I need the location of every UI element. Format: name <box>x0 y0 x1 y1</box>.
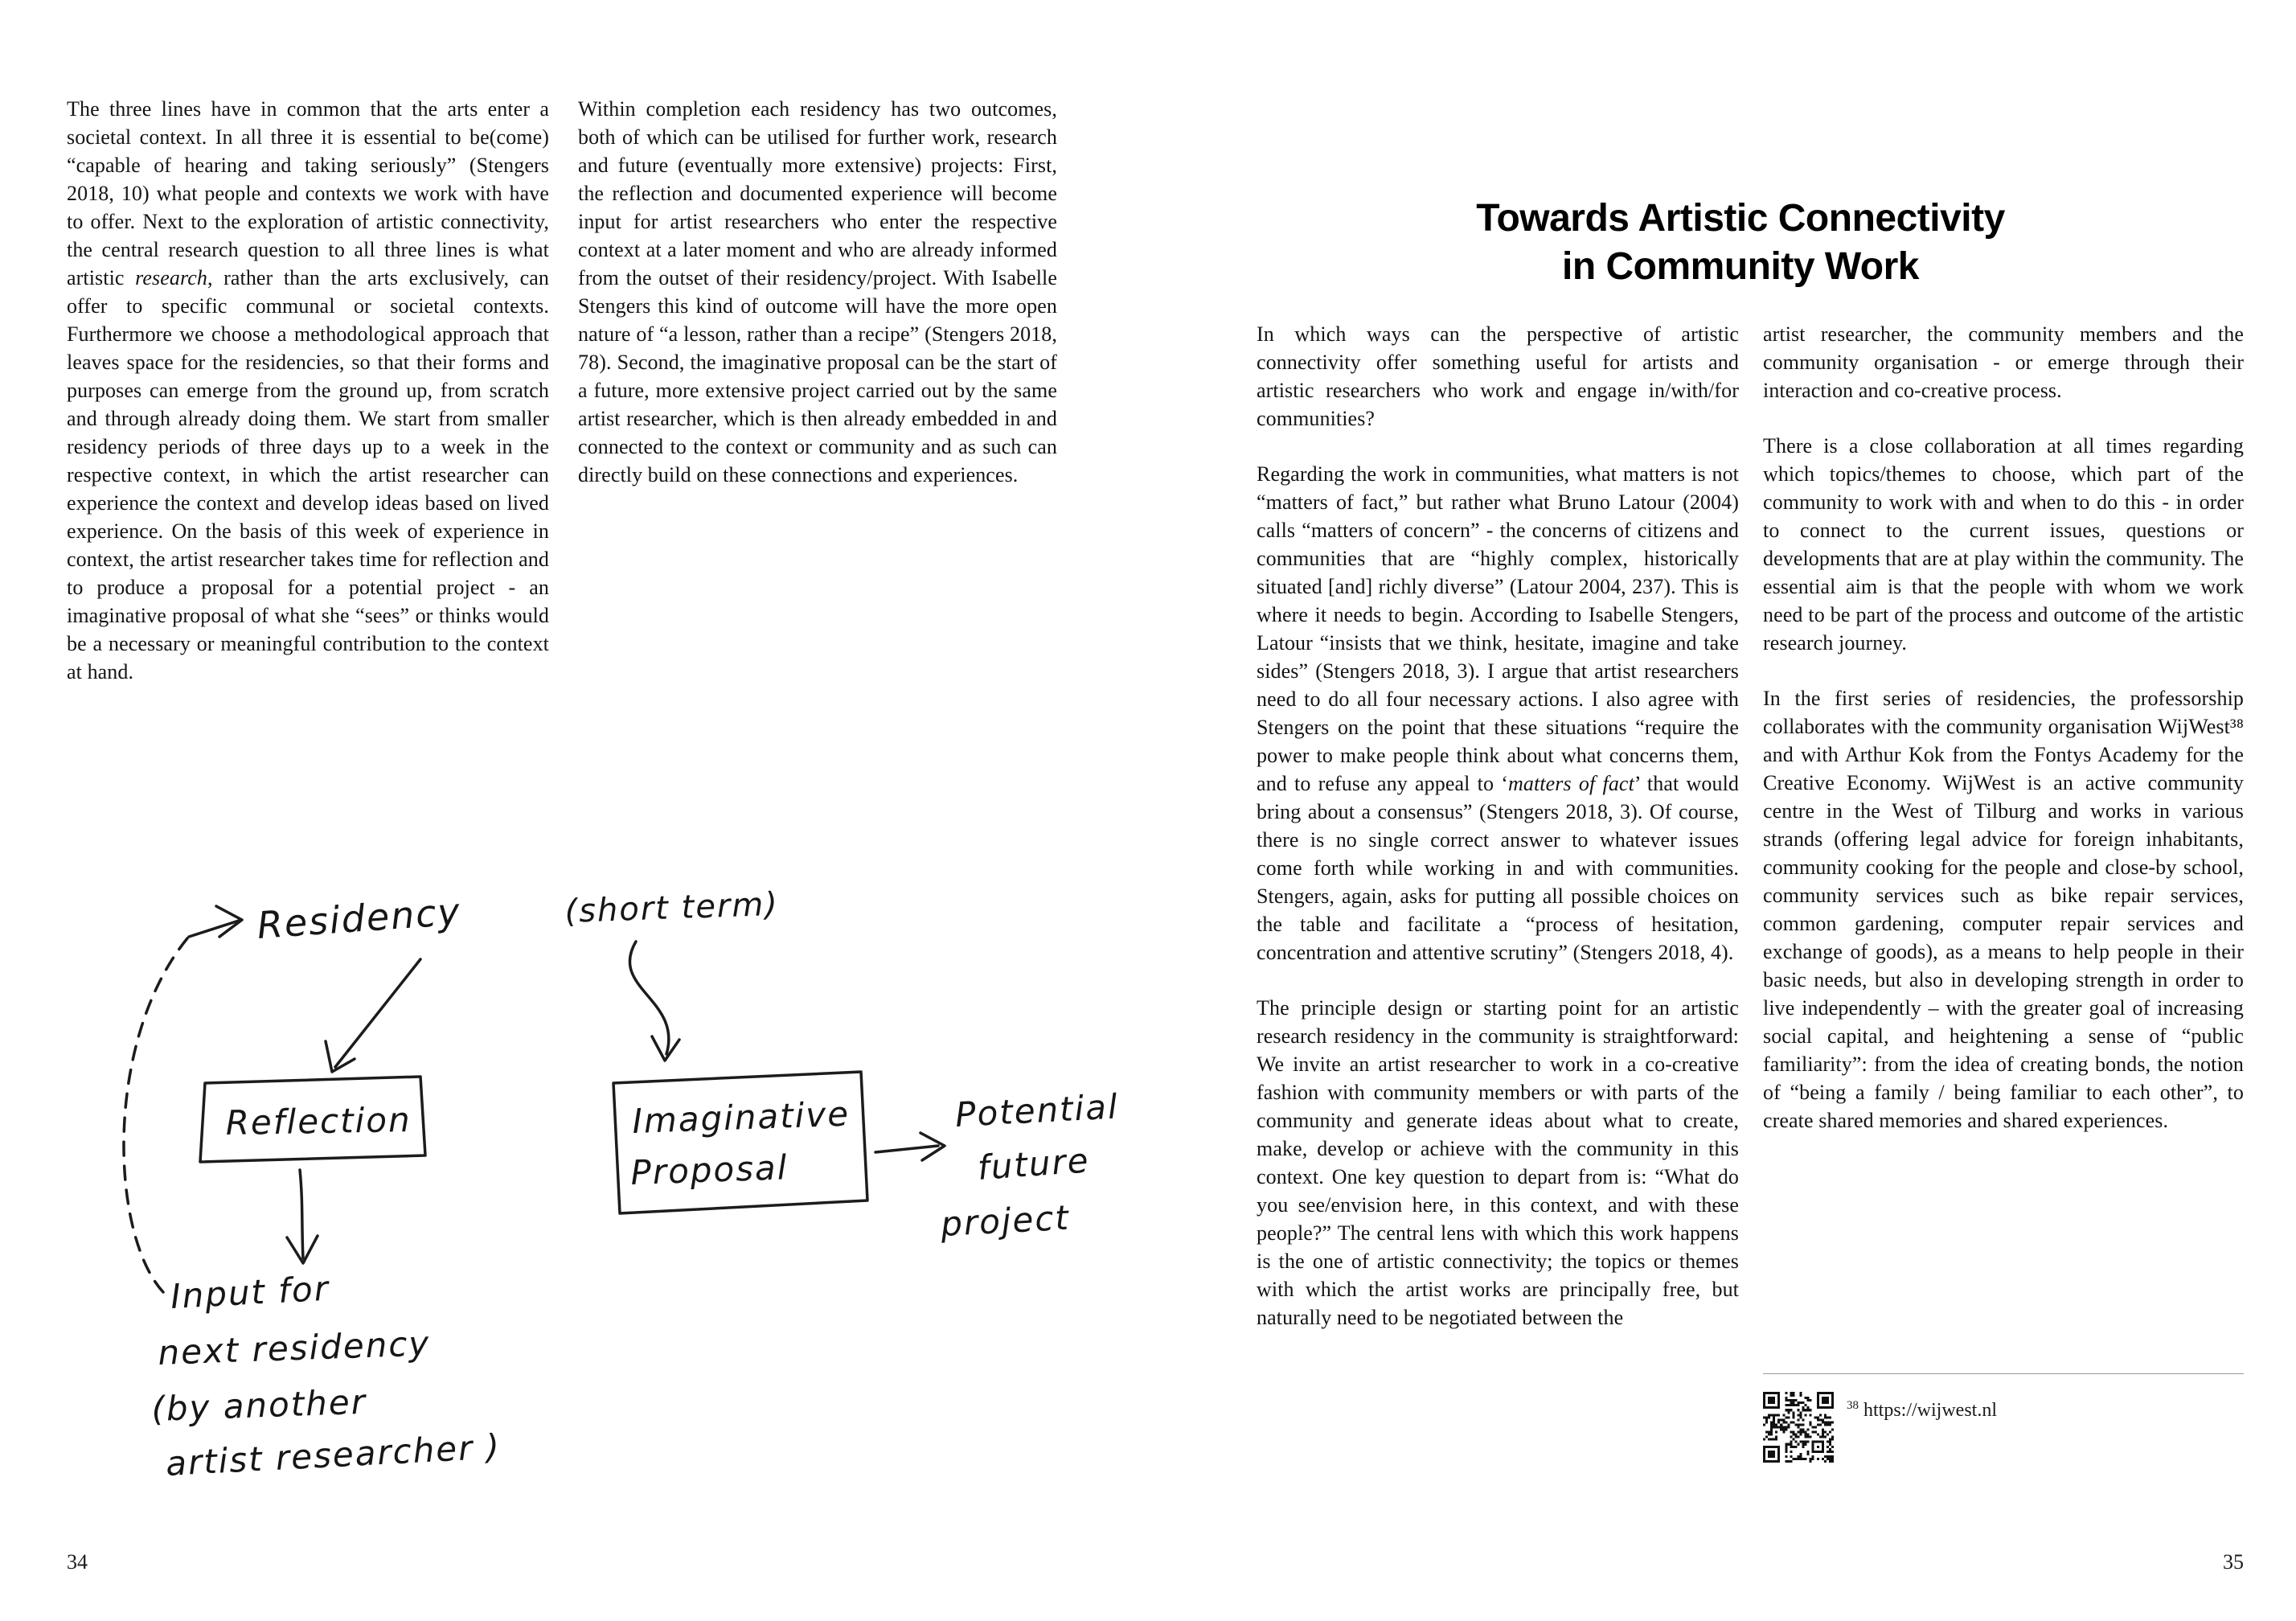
diagram-label-future: future <box>976 1140 1091 1188</box>
dashed-feedback-arrow <box>124 938 187 1292</box>
diagram-label-input-line2: next residency <box>157 1323 432 1373</box>
diagram-label-input-line1: Input for <box>169 1268 331 1316</box>
diagram-label-proposal: Proposal <box>629 1147 789 1192</box>
paragraph: There is a close collaboration at all times regarding which topics/themes to choose, which part of the community to work with and when to do this - in order to connect to the current issues, questions or developments that are at play within the community. The essential aim is that the people with whom we work need to be part of the process and outcome of the artistic research journey. <box>1763 434 2244 655</box>
right-column-2 <box>1763 320 2244 1135</box>
paragraph: In which ways can the perspective of artistic connectivity offer something useful for artists and artistic researchers who work and engage in/with/for communities? <box>1257 322 1739 430</box>
footnote-text <box>1847 1392 1997 1422</box>
diagram-label-project: project <box>939 1197 1072 1244</box>
section-title <box>1238 195 2243 291</box>
paragraph: Regarding the work in communities, what matters is not “matters of fact,” but rather what Bruno Latour (2004) calls “matters of concern” - the concerns of citizens and communities that are “highly complex, historically situated [and] richly diverse” (Latour 2004, 237). This is where it needs to begin. According to Isabelle Stengers, Latour “insists that we think, hesitate, imagine and take sides” (Stengers 2018, 3). I argue that artist researchers need to do all four necessary actions. I also agree with Stengers on the point that these situations “require the power to make people think about what concerns them, and to refuse any appeal to ‘matters of fact’ that would bring about a consensus” (Stengers 2018, 3). Of course, there is no single correct answer to whatever issues come forth while working in and with communities. Stengers, again, asks for putting all possible choices on the table and facilitate a “process of hesitation, concentration and attentive scrutiny” (Stengers 2018, 4). <box>1257 462 1740 964</box>
left-column-2 <box>578 95 1057 489</box>
diagram-label-imaginative: Imaginative <box>631 1094 851 1141</box>
right-column-1 <box>1257 320 1739 1332</box>
diagram-label-short-term: (short term) <box>564 885 780 930</box>
qr-code <box>1763 1392 1834 1463</box>
diagram-label-potential: Potential <box>953 1086 1120 1135</box>
section-title-line2: in Community Work <box>1562 245 1919 288</box>
proposal-to-future-arrow <box>875 1146 938 1152</box>
reflection-to-input-arrow <box>300 1170 303 1258</box>
proposal-arrowhead <box>652 1036 679 1061</box>
residency-flow-diagram <box>68 800 1138 1492</box>
paragraph: The three lines have in common that the arts enter a societal context. In all three it is essential to be(come) “capable of hearing and taking seriously” (Stengers 2018, 10) what people and contexts we work with have to offer. Next to the exploration of artistic connectivity, the central research question to all three lines is what artistic research, rather than the arts exclusively, can offer to specific communal or societal contexts. Furthermore we choose a methodological approach that leaves space for the residencies, so that their forms and purposes can emerge from the ground up, from scratch and through already doing them. We start from smaller residency periods of three days up to a week in the respective context, in which the artist researcher can experience the context and develop ideas based on lived experience. On the basis of this week of experience in context, the artist researcher takes time for reflection and to produce a proposal for a potential project - an imaginative proposal of what she “sees” or thinks would be a necessary or meaningful contribution to the context at hand. <box>67 97 549 683</box>
left-column-1 <box>67 95 549 686</box>
page-number-right: 35 <box>2223 1550 2244 1574</box>
page-number-left: 34 <box>67 1550 88 1574</box>
paragraph: In the first series of residencies, the professorship collaborates with the community organisation WijWest³⁸ and with Arthur Kok from the Fontys Academy for the Creative Economy. WijWest is an active community centre in the West of Tilburg and works in various strands (offering legal advice for foreign inhabitants, community cooking for the people and close-by school, community services such as bike repair services, common gardening, computer repair services and exchange of goods), as a means to help people in their basic needs, but also in developing strength in order to live independently – with the greater goal of increasing social capital, and heightening a sense of “public familiarity”: from the idea of creating bonds, the notion of “being a family / being familiar to each other”, to create shared memories and shared experiences. <box>1763 687 2244 1132</box>
diagram-label-input-line4: artist researcher ) <box>164 1426 502 1484</box>
shortterm-to-proposal-arrow <box>629 942 668 1054</box>
imaginative-proposal-box <box>613 1072 867 1213</box>
feedback-arrowhead <box>216 906 242 937</box>
paragraph: artist researcher, the community members and the community organisation - or emerge through their interaction and co-creative process. <box>1763 322 2244 402</box>
paragraph: Within completion each residency has two outcomes, both of which can be utilised for further work, research and future (eventually more extensive) projects: First, the reflection and documented experience will become input for artist researchers who enter the respective context at a later moment and who are already informed from the outset of their residency/project. With Isabelle Stengers this kind of outcome will have the more open nature of “a lesson, rather than a recipe” (Stengers 2018, 78). Second, the imaginative proposal can be the start of a future, more extensive project carried out by the same artist researcher, which is then already embedded in and connected to the context or community and as such can directly build on these connections and experiences. <box>578 97 1057 486</box>
diagram-canvas <box>68 800 1138 1492</box>
diagram-label-reflection: Reflection <box>225 1099 412 1143</box>
diagram-label-residency: Residency <box>256 889 463 947</box>
footnote-divider <box>1763 1373 2244 1374</box>
paragraph: The principle design or starting point for an artistic research residency in the community is straightforward: We invite an artist researcher to work in a co-creative fashion with community members or with parts of the community and generate ideas about what to create, make, develop or achieve with the community in this context. One key question to depart from is: “What do you see/envision here, in this context, and with these people?” The central lens with which this work happens is the one of artistic connectivity; the topics or themes with which the artist works are principally free, but naturally need to be negotiated between the <box>1257 996 1739 1329</box>
diagram-label-input-line3: (by another <box>150 1381 367 1429</box>
footnote <box>1763 1373 2244 1463</box>
section-title-line1: Towards Artistic Connectivity <box>1476 197 2005 240</box>
footnote-marker: 38 <box>1847 1399 1859 1412</box>
footnote-link[interactable]: https://wijwest.nl <box>1863 1400 1998 1421</box>
residency-to-reflection-arrow <box>335 959 420 1067</box>
